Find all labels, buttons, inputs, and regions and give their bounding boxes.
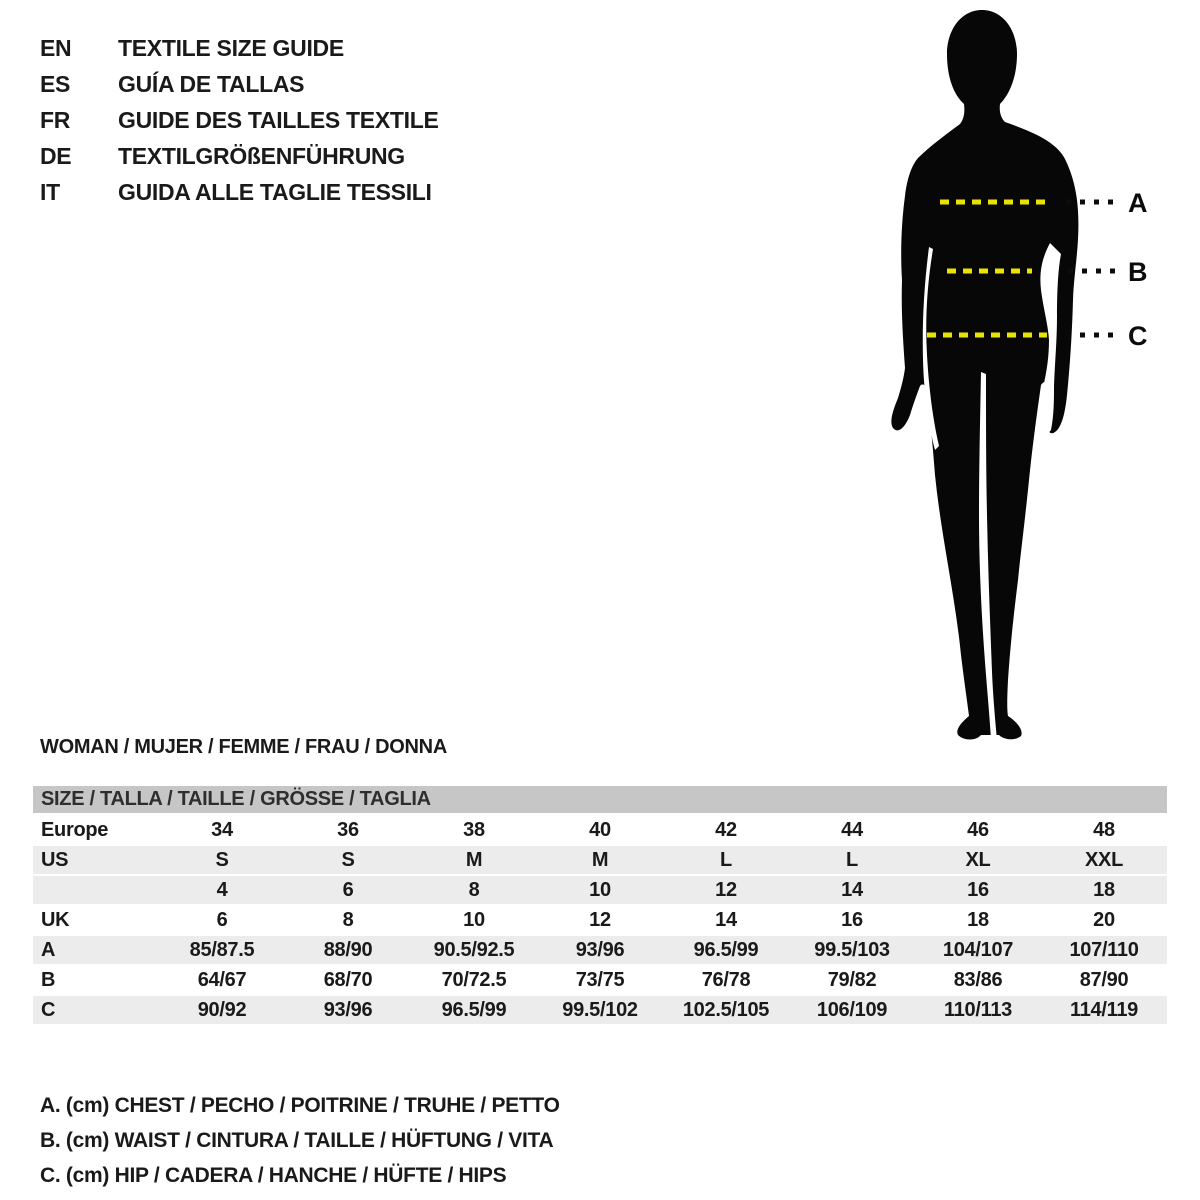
size-cell: 14 xyxy=(663,905,789,935)
hip-label: C xyxy=(1128,321,1148,351)
size-cell: 12 xyxy=(663,875,789,905)
chest-label: A xyxy=(1128,188,1148,218)
language-code: ES xyxy=(40,70,71,97)
row-label: C xyxy=(33,995,159,1025)
table-row-us-numeric xyxy=(33,875,1167,905)
size-cell: S xyxy=(285,845,411,875)
size-cell: 4 xyxy=(159,875,285,905)
table-row-uk xyxy=(33,905,1167,935)
language-row-it xyxy=(40,174,439,210)
row-label xyxy=(33,875,159,905)
size-cell: 8 xyxy=(285,905,411,935)
size-cell: 107/110 xyxy=(1041,935,1167,965)
size-cell: 10 xyxy=(411,905,537,935)
language-title: TEXTILE SIZE GUIDE xyxy=(118,34,344,61)
size-cell: 87/90 xyxy=(1041,965,1167,995)
size-table-header: SIZE / TALLA / TAILLE / GRÖSSE / TAGLIA xyxy=(33,786,1167,815)
language-code: IT xyxy=(40,178,60,205)
size-cell: 88/90 xyxy=(285,935,411,965)
size-cell: 90.5/92.5 xyxy=(411,935,537,965)
size-table xyxy=(33,786,1167,1026)
size-cell: 36 xyxy=(285,815,411,846)
table-row-hip xyxy=(33,995,1167,1025)
size-cell: L xyxy=(789,845,915,875)
size-cell: 110/113 xyxy=(915,995,1041,1025)
size-cell: 6 xyxy=(285,875,411,905)
size-cell: 68/70 xyxy=(285,965,411,995)
size-cell: 48 xyxy=(1041,815,1167,846)
size-cell: 64/67 xyxy=(159,965,285,995)
table-row-us xyxy=(33,845,1167,875)
size-cell: L xyxy=(663,845,789,875)
waist-label: B xyxy=(1128,257,1148,287)
language-list xyxy=(40,30,439,210)
size-cell: 42 xyxy=(663,815,789,846)
size-cell: 93/96 xyxy=(285,995,411,1025)
size-cell: 10 xyxy=(537,875,663,905)
language-row-fr xyxy=(40,102,439,138)
language-row-de xyxy=(40,138,439,174)
size-cell: 99.5/102 xyxy=(537,995,663,1025)
row-label: B xyxy=(33,965,159,995)
table-row-waist xyxy=(33,965,1167,995)
size-cell: 96.5/99 xyxy=(663,935,789,965)
language-row-en xyxy=(40,30,439,66)
size-cell: 6 xyxy=(159,905,285,935)
size-cell: 99.5/103 xyxy=(789,935,915,965)
size-cell: 102.5/105 xyxy=(663,995,789,1025)
size-cell: 70/72.5 xyxy=(411,965,537,995)
size-cell: XXL xyxy=(1041,845,1167,875)
language-title: GUÍA DE TALLAS xyxy=(118,70,305,97)
size-cell: 16 xyxy=(915,875,1041,905)
language-title: GUIDE DES TAILLES TEXTILE xyxy=(118,106,439,133)
size-cell: 104/107 xyxy=(915,935,1041,965)
row-label: UK xyxy=(33,905,159,935)
size-cell: 96.5/99 xyxy=(411,995,537,1025)
language-title: TEXTILGRÖßENFÜHRUNG xyxy=(118,142,405,169)
woman-silhouette-figure xyxy=(860,0,1200,745)
language-row-es xyxy=(40,66,439,102)
size-cell: 76/78 xyxy=(663,965,789,995)
size-cell: 46 xyxy=(915,815,1041,846)
size-cell: 12 xyxy=(537,905,663,935)
legend-hip: C. (cm) HIP / CADERA / HANCHE / HÜFTE / HIPS xyxy=(40,1164,507,1187)
size-cell: 44 xyxy=(789,815,915,846)
size-cell: 38 xyxy=(411,815,537,846)
size-cell: 18 xyxy=(1041,875,1167,905)
size-cell: XL xyxy=(915,845,1041,875)
size-cell: 85/87.5 xyxy=(159,935,285,965)
language-code: FR xyxy=(40,106,71,133)
size-cell: 106/109 xyxy=(789,995,915,1025)
size-cell: 73/75 xyxy=(537,965,663,995)
table-row-europe xyxy=(33,815,1167,846)
size-cell: S xyxy=(159,845,285,875)
size-cell: 40 xyxy=(537,815,663,846)
legend-waist: B. (cm) WAIST / CINTURA / TAILLE / HÜFTUNG / VITA xyxy=(40,1129,554,1152)
size-cell: 8 xyxy=(411,875,537,905)
language-title: GUIDA ALLE TAGLIE TESSILI xyxy=(118,178,432,205)
size-table-header-row xyxy=(33,786,1167,815)
legend-chest: A. (cm) CHEST / PECHO / POITRINE / TRUHE / PETTO xyxy=(40,1094,560,1117)
size-cell: 114/119 xyxy=(1041,995,1167,1025)
size-cell: 14 xyxy=(789,875,915,905)
size-cell: M xyxy=(411,845,537,875)
size-cell: 16 xyxy=(789,905,915,935)
measurement-legend xyxy=(40,1088,560,1193)
size-cell: 83/86 xyxy=(915,965,1041,995)
size-cell: 34 xyxy=(159,815,285,846)
section-title: WOMAN / MUJER / FEMME / FRAU / DONNA xyxy=(40,736,447,758)
size-cell: 79/82 xyxy=(789,965,915,995)
size-cell: M xyxy=(537,845,663,875)
size-cell: 90/92 xyxy=(159,995,285,1025)
row-label: A xyxy=(33,935,159,965)
table-row-chest xyxy=(33,935,1167,965)
language-code: EN xyxy=(40,34,72,61)
row-label: US xyxy=(33,845,159,875)
language-code: DE xyxy=(40,142,72,169)
row-label: Europe xyxy=(33,815,159,846)
size-cell: 93/96 xyxy=(537,935,663,965)
size-cell: 18 xyxy=(915,905,1041,935)
size-cell: 20 xyxy=(1041,905,1167,935)
